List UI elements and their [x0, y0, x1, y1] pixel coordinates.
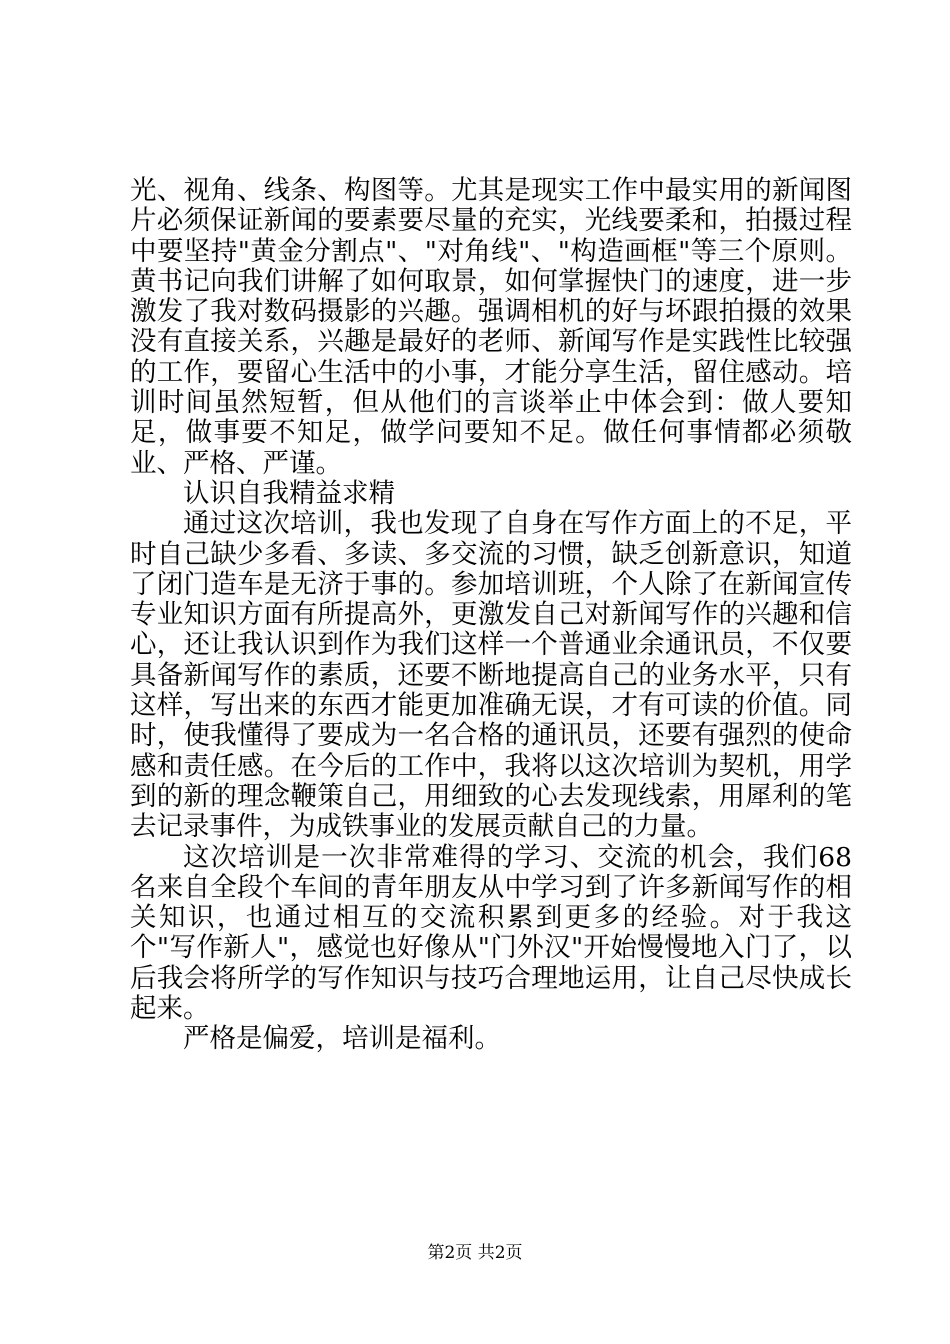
section-heading: 认识自我精益求精: [183, 477, 395, 509]
document-body: [130, 176, 852, 1055]
paragraph-self-reflection: 通过这次培训，我也发现了自身在写作方面上的不足，平时自己缺少多看、多读、多交流的习惯，缺乏创新意识，知道了闭门造车是无济于事的。参加培训班，个人除了在新闻宣传专业知识方面有所提高外，更激发自己对新闻写作的兴趣和信心，还让我认识到作为我们这样一个普通业余通讯员，不仅要具备新闻写作的素质，还要不断地提高自己的业务水平，只有这样，写出来的东西才能更加准确无误，才有可读的价值。同时，使我懂得了要成为一名合格的通讯员，还要有强烈的使命感和责任感。在今后的工作中，我将以这次培训为契机，用学到的新的理念鞭策自己，用细致的心去发现线索，用犀利的笔去记录事件，为成铁事业的发展贡献自己的力量。: [130, 508, 852, 843]
paragraph-training-summary: 这次培训是一次非常难得的学习、交流的机会，我们68名来自全段个车间的青年朋友从中学习到了许多新闻写作的相关知识，也通过相互的交流积累到更多的经验。对于我这个"写作新人"，感觉也好像从"门外汉"开始慢慢地入门了，以后我会将所学的写作知识与技巧合理地运用，让自己尽快成长起来。: [130, 841, 852, 1025]
paragraph-photography-training: 光、视角、线条、构图等。尤其是现实工作中最实用的新闻图片必须保证新闻的要素要尽量的充实，光线要柔和，拍摄过程中要坚持"黄金分割点"、"对角线"、"构造画框"等三个原则。黄书记向我们讲解了如何取景，如何掌握快门的速度，进一步激发了我对数码摄影的兴趣。强调相机的好与坏跟拍摄的效果没有直接关系，兴趣是最好的老师、新闻写作是实践性比较强的工作，要留心生活中的小事，才能分享生活，留住感动。培训时间虽然短暂，但从他们的言谈举止中体会到：做人要知足，做事要不知足，做学问要知不足。做任何事情都必须敬业、严格、严谨。: [130, 175, 852, 479]
paragraph-closing: 严格是偏爱，培训是福利。: [183, 1023, 501, 1055]
page-number-footer: 第2页 共2页: [427, 1243, 523, 1263]
